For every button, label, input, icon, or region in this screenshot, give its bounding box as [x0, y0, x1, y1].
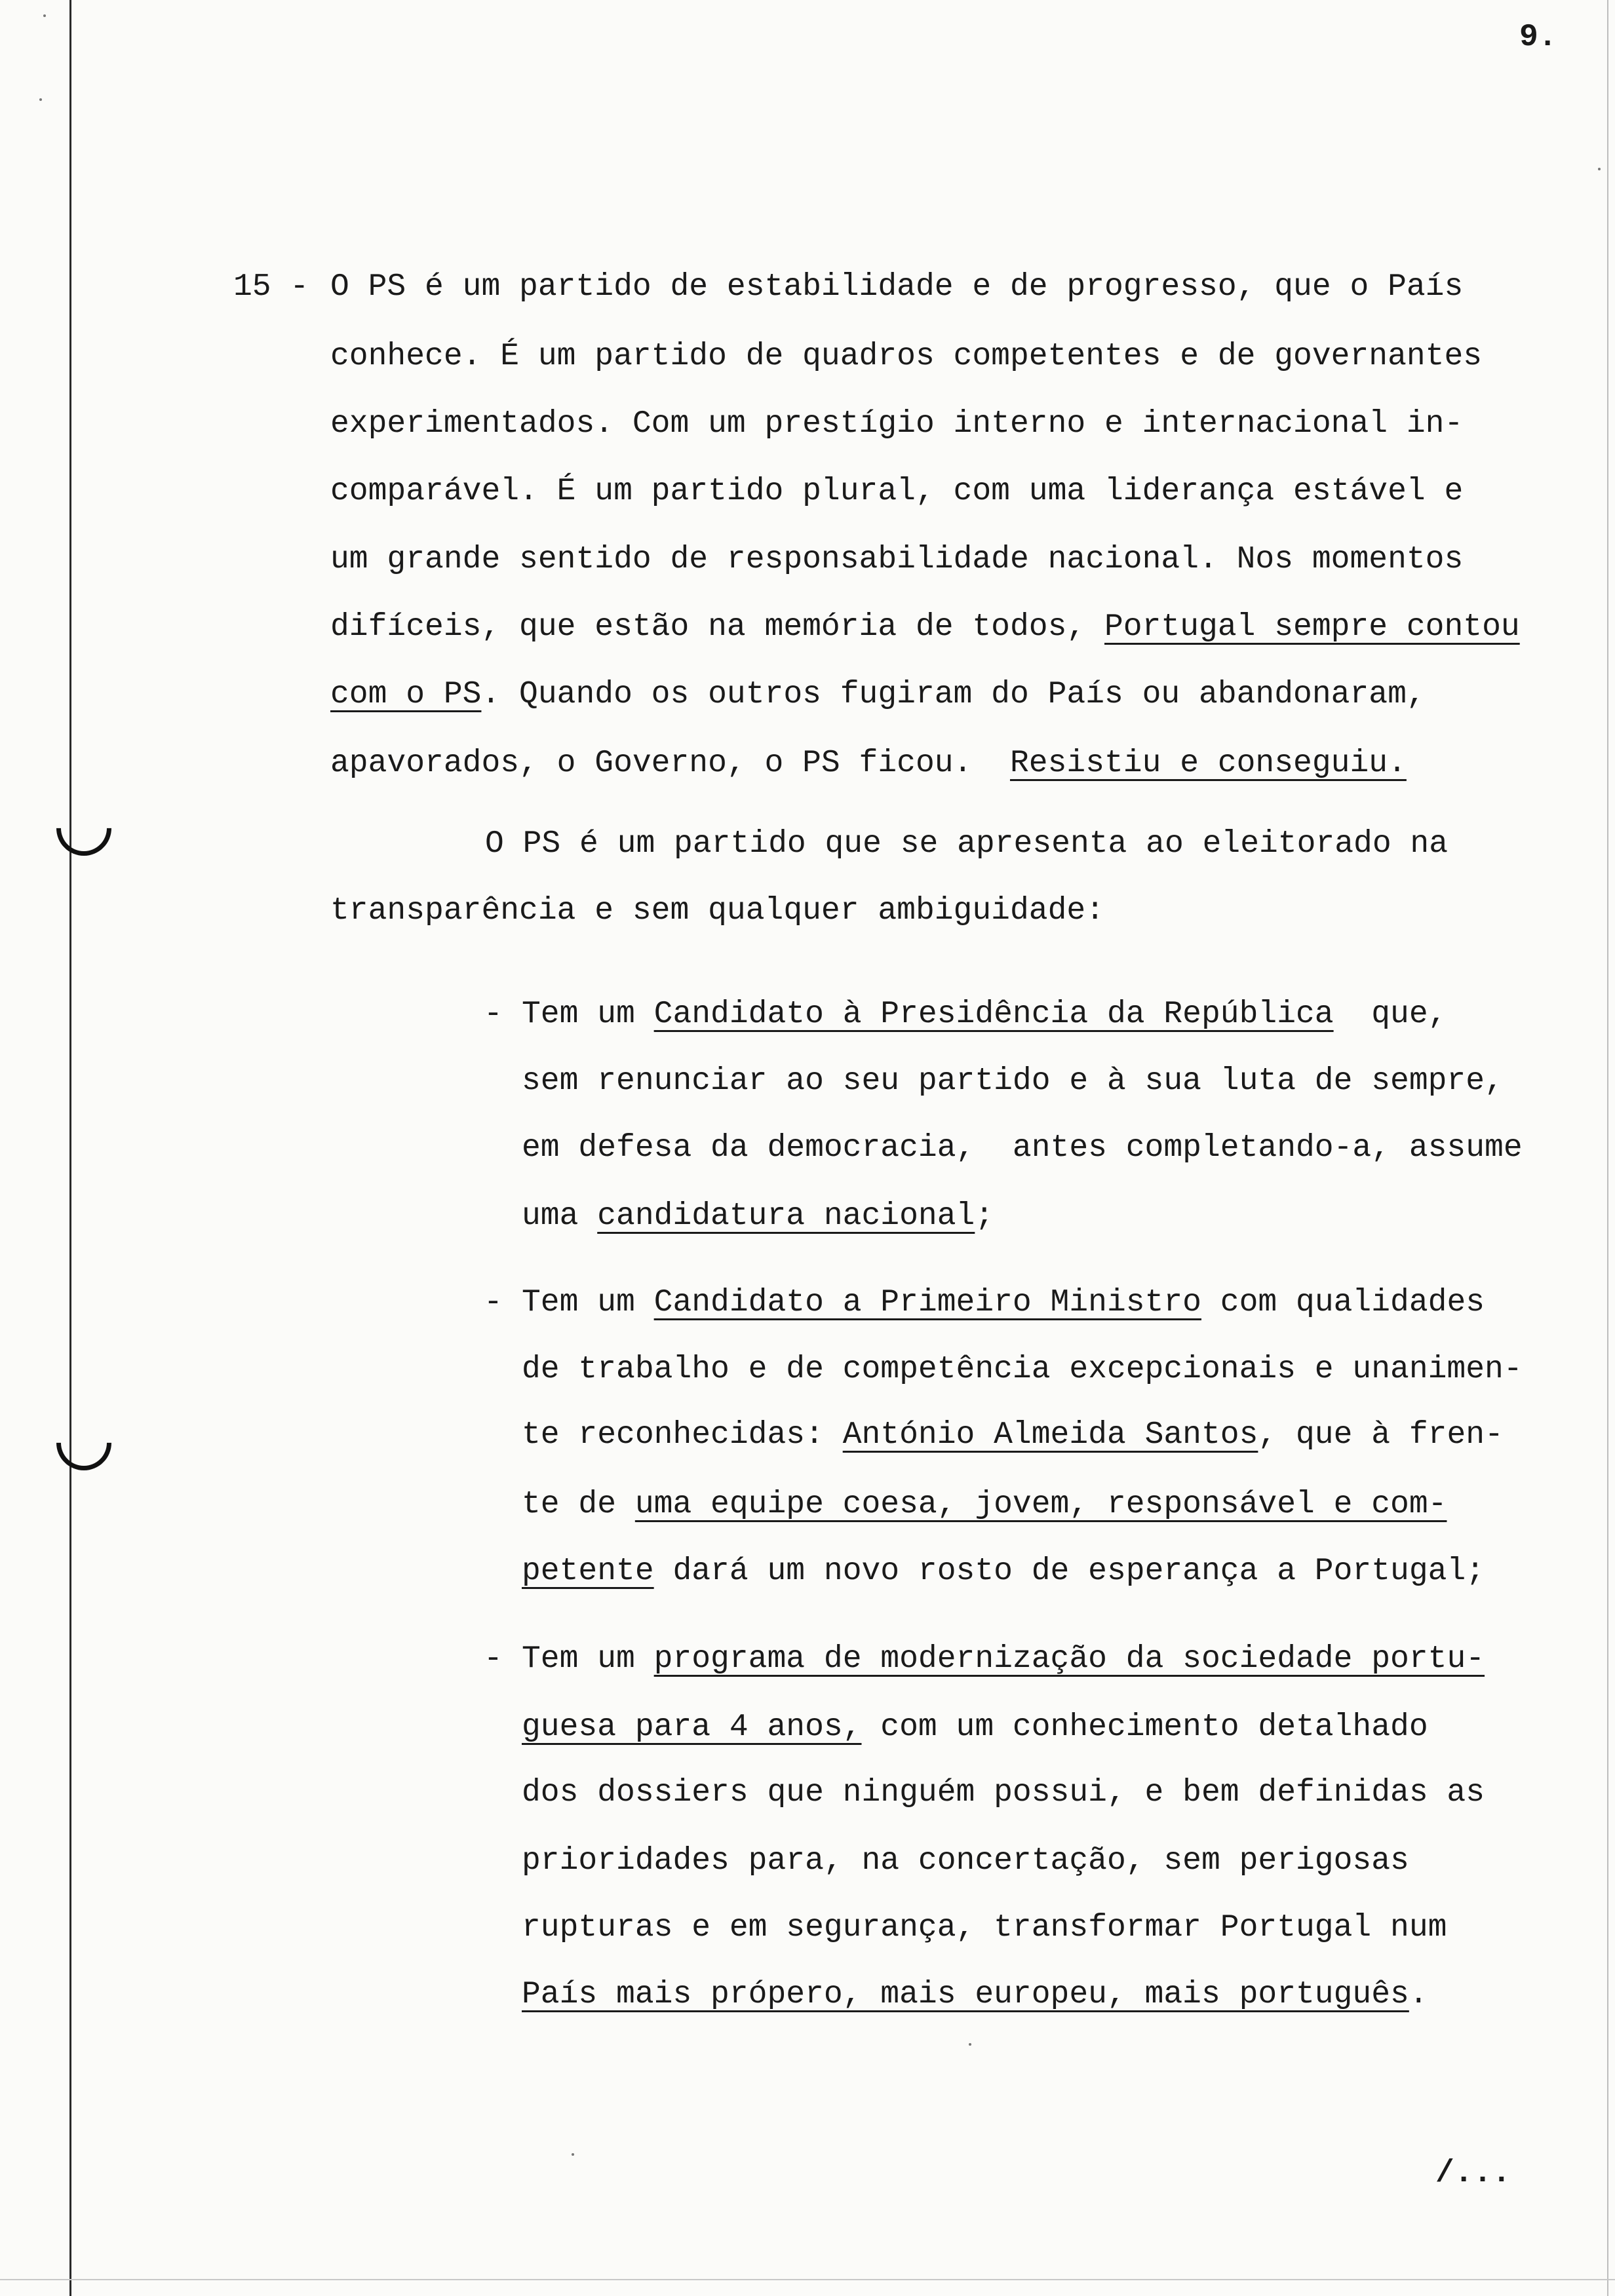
bullet-line — [522, 1908, 1447, 1947]
bullet-marker: - — [484, 1285, 522, 1320]
underlined-text: programa de modernização da sociedade portu- — [653, 1641, 1485, 1677]
bullet-line — [522, 1062, 1504, 1101]
text-run: experimentados. Com um prestígio interno e internacional in- — [330, 406, 1464, 442]
paragraph1-line — [330, 472, 1463, 511]
text-run: comparável. É um partido plural, com uma liderança estável e — [330, 474, 1464, 509]
underlined-text: guesa para 4 anos, — [522, 1710, 862, 1745]
underlined-text: Resistiu e conseguiu. — [1009, 746, 1407, 781]
underlined-text: com o PS — [330, 677, 482, 712]
bullet-line — [522, 1773, 1485, 1812]
paragraph1-line — [330, 267, 1463, 307]
underlined-text: uma equipe coesa, jovem, responsável e com- — [634, 1487, 1447, 1522]
text-run: Tem um — [522, 997, 654, 1032]
bullet-line — [522, 1552, 1485, 1591]
underlined-text: País mais própero, mais europeu, mais português — [522, 1977, 1409, 2012]
bullet-line — [522, 1708, 1428, 1747]
underlined-text: petente — [522, 1554, 654, 1589]
text-run: conhece. É um partido de quadros competentes e de governantes — [330, 339, 1483, 374]
paragraph1-line — [330, 337, 1482, 376]
page-number: 9. — [1519, 20, 1557, 55]
scan-speck — [969, 2043, 971, 2046]
paragraph1-line — [330, 404, 1463, 444]
bullet-line — [522, 1975, 1428, 2014]
scan-speck — [1598, 168, 1601, 170]
paragraph1-line — [330, 607, 1520, 647]
underlined-text: Portugal sempre contou — [1104, 609, 1520, 645]
underlined-text: Candidato a Primeiro Ministro — [653, 1285, 1201, 1320]
text-run: te reconhecidas: — [522, 1417, 843, 1453]
bottom-edge-rule — [0, 2279, 1615, 2280]
text-run: dos dossiers que ninguém possui, e bem definidas as — [522, 1775, 1485, 1810]
paragraph2-line — [485, 824, 1448, 864]
bullet-marker: - — [484, 1641, 522, 1677]
text-run: transparência e sem qualquer ambiguidade: — [330, 893, 1104, 928]
scan-speck — [39, 98, 42, 101]
text-run: . Quando os outros fugiram do País ou abandonaram, — [481, 677, 1426, 712]
bullet-marker: - — [484, 997, 522, 1032]
text-run: O PS é um partido que se apresenta ao eleitorado na — [485, 826, 1449, 862]
underlined-text: Candidato à Presidência da República — [653, 997, 1334, 1032]
text-run: Tem um — [522, 1641, 654, 1677]
bullet-line — [522, 1128, 1523, 1168]
paragraph1-line — [330, 540, 1463, 579]
underlined-text: candidatura nacional — [597, 1198, 975, 1234]
bullet-line — [522, 995, 1447, 1034]
scan-speck — [43, 14, 46, 17]
paragraph1-line — [330, 675, 1426, 714]
text-run: apavorados, o Governo, o PS ficou. — [330, 746, 1010, 781]
text-run: rupturas e em segurança, transformar Portugal num — [522, 1910, 1447, 1945]
text-run: . — [1409, 1977, 1428, 2012]
text-run: com um conhecimento detalhado — [861, 1710, 1428, 1745]
left-margin-rule — [69, 0, 71, 2296]
text-run: te de — [522, 1487, 635, 1522]
paragraph1-line — [330, 744, 1407, 783]
text-run: O PS é um partido de estabilidade e de progresso, que o País — [330, 269, 1464, 305]
bullet-line — [522, 1283, 1485, 1322]
text-run: , que à fren- — [1258, 1417, 1504, 1453]
text-run: difíceis, que estão na memória de todos, — [330, 609, 1104, 645]
text-run: em defesa da democracia, antes completando-a, assume — [522, 1130, 1523, 1166]
bullet-line — [522, 1841, 1409, 1881]
underlined-text: António Almeida Santos — [842, 1417, 1258, 1453]
punch-hole-lower — [45, 1404, 123, 1482]
scan-speck — [572, 2153, 574, 2156]
punch-hole-upper — [45, 790, 123, 868]
bullet-line — [522, 1639, 1485, 1679]
text-run: que, — [1333, 997, 1447, 1032]
bullet-line — [522, 1415, 1504, 1455]
text-run: com qualidades — [1201, 1285, 1485, 1320]
text-run: Tem um — [522, 1285, 654, 1320]
text-run: sem renunciar ao seu partido e à sua luta de sempre, — [522, 1063, 1504, 1099]
section-number: 15 - — [233, 269, 309, 305]
text-run: dará um novo rosto de esperança a Portugal; — [653, 1554, 1485, 1589]
text-run: prioridades para, na concertação, sem perigosas — [522, 1843, 1409, 1879]
text-run: ; — [975, 1198, 994, 1234]
bullet-line — [522, 1350, 1523, 1389]
paragraph2-line — [330, 891, 1104, 930]
text-run: uma — [522, 1198, 598, 1234]
text-run: de trabalho e de competência excepcionais e unanimen- — [522, 1352, 1523, 1387]
right-edge-rule — [1607, 0, 1608, 2296]
continuation-mark: /... — [1435, 2156, 1511, 2191]
text-run: um grande sentido de responsabilidade nacional. Nos momentos — [330, 542, 1464, 577]
bullet-line — [522, 1196, 994, 1236]
bullet-line — [522, 1485, 1447, 1524]
